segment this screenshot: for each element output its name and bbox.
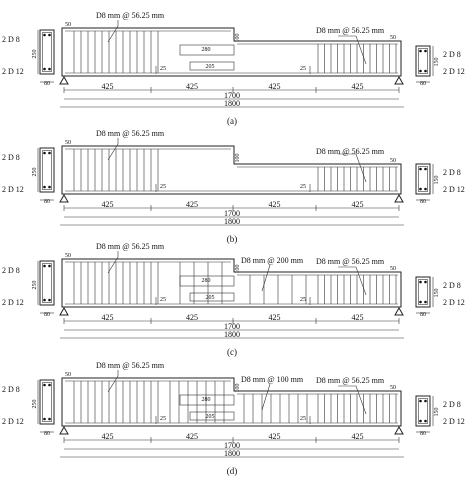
cover-50-right: 50 [390,158,396,164]
beam-outline [62,378,401,426]
left-support-icon [60,427,68,434]
left-rebar-dot [48,34,51,37]
cover-25-left: 25 [160,416,166,422]
dimension-chain [60,200,404,226]
left-rebar-dot [43,418,46,421]
dim-segment-label: 425 [186,432,198,441]
right-support-icon [395,308,403,315]
left-width-dim: 80 [44,312,50,318]
right-top-bars-label: 2 D 8 [443,168,461,177]
left-section-stirrup [43,151,52,190]
left-rebar-dot [48,152,51,155]
right-height-dim: 150 [434,57,440,67]
stirrup-right-callout: D8 mm @ 56.25 mm [316,26,385,35]
stirrup-right-callout: D8 mm @ 56.25 mm [316,376,385,385]
left-width-dim: 80 [44,81,50,87]
left-top-bars-label: 2 D 8 [2,35,20,44]
panel-caption: (d) [226,466,238,476]
stirrup-mid-callout: D8 mm @ 200 mm [241,256,304,265]
cover-25-left: 25 [160,184,166,190]
right-section-outline [416,46,430,76]
cover-50-left: 50 [65,140,71,146]
stirrup-right-leader [338,386,366,414]
left-rebar-dot [48,265,51,268]
right-top-bars-label: 2 D 8 [443,50,461,59]
right-section-stirrup [419,399,428,424]
left-rebar-dot [48,384,51,387]
left-bottom-bars-label: 2 D 12 [2,298,24,307]
dim-total-1700: 1700 [224,209,240,218]
dim-segment-label: 425 [186,200,198,209]
panel-d [2,361,465,476]
dim-total-1800: 1800 [224,449,240,458]
dim-segment-label: 425 [351,82,364,91]
dim-segment-label: 425 [351,200,364,209]
stirrup-left-callout: D8 mm @ 56.25 mm [96,361,165,370]
beam-outline [62,28,401,76]
dim-total-1700: 1700 [224,91,240,100]
stirrup-right-callout: D8 mm @ 56.25 mm [316,257,385,266]
left-top-bars-label: 2 D 8 [2,266,20,275]
right-section-outline [416,164,430,194]
stirrup-right-leader [338,154,366,182]
recess-lower-label: 205 [205,414,215,420]
left-bottom-bars-label: 2 D 12 [2,67,24,76]
right-rebar-dot [419,281,422,284]
dim-total-1700: 1700 [224,322,240,331]
left-height-dim: 250 [32,399,38,409]
dim-segment-label: 425 [101,82,114,91]
dim-segment-label: 425 [268,82,281,91]
stirrup-left-callout: D8 mm @ 56.25 mm [96,11,165,20]
right-rebar-dot [424,420,427,423]
dim-segment-label: 425 [186,313,198,322]
cover-50-right: 50 [390,385,396,391]
right-width-dim: 80 [420,199,426,205]
cover-25-right: 25 [300,66,306,72]
right-rebar-dot [424,168,427,171]
dim-segment-label: 425 [268,313,281,322]
right-section-outline [416,277,430,307]
right-top-bars-label: 2 D 8 [443,281,461,290]
left-section-stirrup [43,33,52,72]
left-section-stirrup [43,383,52,422]
dim-segment-label: 425 [351,432,364,441]
cover-25-right: 25 [300,297,306,303]
stirrup-mid-leader [262,265,270,291]
recess-lower-label: 205 [205,295,215,301]
right-section-stirrup [419,280,428,305]
stirrup-left-callout: D8 mm @ 56.25 mm [96,129,165,138]
right-support-icon [395,77,403,84]
dim-segment-label: 425 [268,200,281,209]
left-rebar-dot [43,68,46,71]
cover-25-left: 25 [160,66,166,72]
right-rebar-dot [424,188,427,191]
step-height-label: 100 [235,264,241,274]
stirrup-left-callout: D8 mm @ 56.25 mm [96,242,165,251]
right-section-stirrup [419,49,428,74]
left-support-icon [60,195,68,202]
right-rebar-dot [419,400,422,403]
left-support-icon [60,77,68,84]
panel-caption: (b) [226,234,238,244]
left-rebar-dot [48,186,51,189]
dim-total-1700: 1700 [224,441,240,450]
cover-25-left: 25 [160,297,166,303]
right-cross-section [416,396,465,437]
panel-caption: (c) [227,347,237,357]
right-cross-section [416,277,465,318]
left-section-outline [40,261,54,305]
dimension-chain [60,313,404,339]
left-rebar-dot [48,418,51,421]
recess-length-label: 280 [201,397,211,403]
right-support-icon [395,195,403,202]
right-height-dim: 150 [434,175,440,185]
left-section-outline [40,380,54,424]
left-height-dim: 250 [32,280,38,290]
cover-25-right: 25 [300,416,306,422]
stirrup-mid-leader [262,384,270,410]
dim-segment-label: 425 [351,313,364,322]
step-height-label: 100 [235,383,241,393]
left-rebar-dot [48,299,51,302]
dim-segment-label: 425 [268,432,281,441]
cover-50-left: 50 [65,372,71,378]
right-bottom-bars-label: 2 D 12 [443,417,465,426]
left-rebar-dot [43,384,46,387]
dim-total-1800: 1800 [224,99,240,108]
step-height-label: 100 [235,33,241,43]
right-width-dim: 80 [420,81,426,87]
dim-segment-label: 425 [186,82,198,91]
dim-segment-label: 425 [101,200,114,209]
right-rebar-dot [424,70,427,73]
cover-50-right: 50 [390,35,396,41]
left-cross-section [2,148,54,205]
left-bottom-bars-label: 2 D 12 [2,417,24,426]
cover-25-right: 25 [300,184,306,190]
right-bottom-bars-label: 2 D 12 [443,298,465,307]
left-height-dim: 250 [32,167,38,177]
right-width-dim: 80 [420,312,426,318]
left-cross-section [2,261,54,318]
left-bottom-bars-label: 2 D 12 [2,185,24,194]
left-section-outline [40,30,54,74]
recess-length-label: 280 [201,47,211,53]
dim-total-1800: 1800 [224,217,240,226]
left-rebar-dot [43,34,46,37]
recess-lower-label: 205 [205,64,215,70]
left-top-bars-label: 2 D 8 [2,385,20,394]
step-height-label: 100 [235,153,241,163]
panel-caption: (a) [227,116,237,126]
dim-segment-label: 425 [101,432,114,441]
recess-length-label: 280 [201,278,211,284]
left-section-outline [40,148,54,192]
left-rebar-dot [43,265,46,268]
right-top-bars-label: 2 D 8 [443,400,461,409]
left-width-dim: 80 [44,199,50,205]
left-cross-section [2,30,54,87]
right-rebar-dot [419,50,422,53]
right-rebar-dot [419,188,422,191]
right-rebar-dot [419,70,422,73]
right-support-icon [395,427,403,434]
cover-50-right: 50 [390,266,396,272]
right-bottom-bars-label: 2 D 12 [443,185,465,194]
left-section-stirrup [43,264,52,303]
dimension-chain [60,432,404,458]
stirrup-mid-callout: D8 mm @ 100 mm [241,375,304,384]
right-rebar-dot [424,400,427,403]
left-rebar-dot [43,152,46,155]
panel-a [2,11,465,126]
right-rebar-dot [424,50,427,53]
right-height-dim: 150 [434,288,440,298]
left-support-icon [60,308,68,315]
right-width-dim: 80 [420,431,426,437]
right-rebar-dot [419,168,422,171]
dim-segment-label: 425 [101,313,114,322]
stirrup-right-leader [338,36,366,64]
left-cross-section [2,380,54,437]
dim-total-1800: 1800 [224,330,240,339]
left-rebar-dot [43,299,46,302]
right-rebar-dot [424,301,427,304]
left-width-dim: 80 [44,431,50,437]
right-bottom-bars-label: 2 D 12 [443,67,465,76]
right-cross-section [416,164,465,205]
right-height-dim: 150 [434,407,440,417]
stirrup-right-leader [338,267,366,295]
right-section-outline [416,396,430,426]
right-section-stirrup [419,167,428,192]
left-rebar-dot [43,186,46,189]
cover-50-left: 50 [65,22,71,28]
cover-50-left: 50 [65,253,71,259]
stirrup-right-callout: D8 mm @ 56.25 mm [316,147,385,156]
beam-outline [62,259,401,307]
dimension-chain [60,82,404,108]
panel-b [2,129,465,244]
right-rebar-dot [424,281,427,284]
right-cross-section [416,46,465,87]
right-rebar-dot [419,420,422,423]
left-height-dim: 250 [32,49,38,59]
left-top-bars-label: 2 D 8 [2,153,20,162]
left-rebar-dot [48,68,51,71]
panel-c [2,242,465,357]
right-rebar-dot [419,301,422,304]
